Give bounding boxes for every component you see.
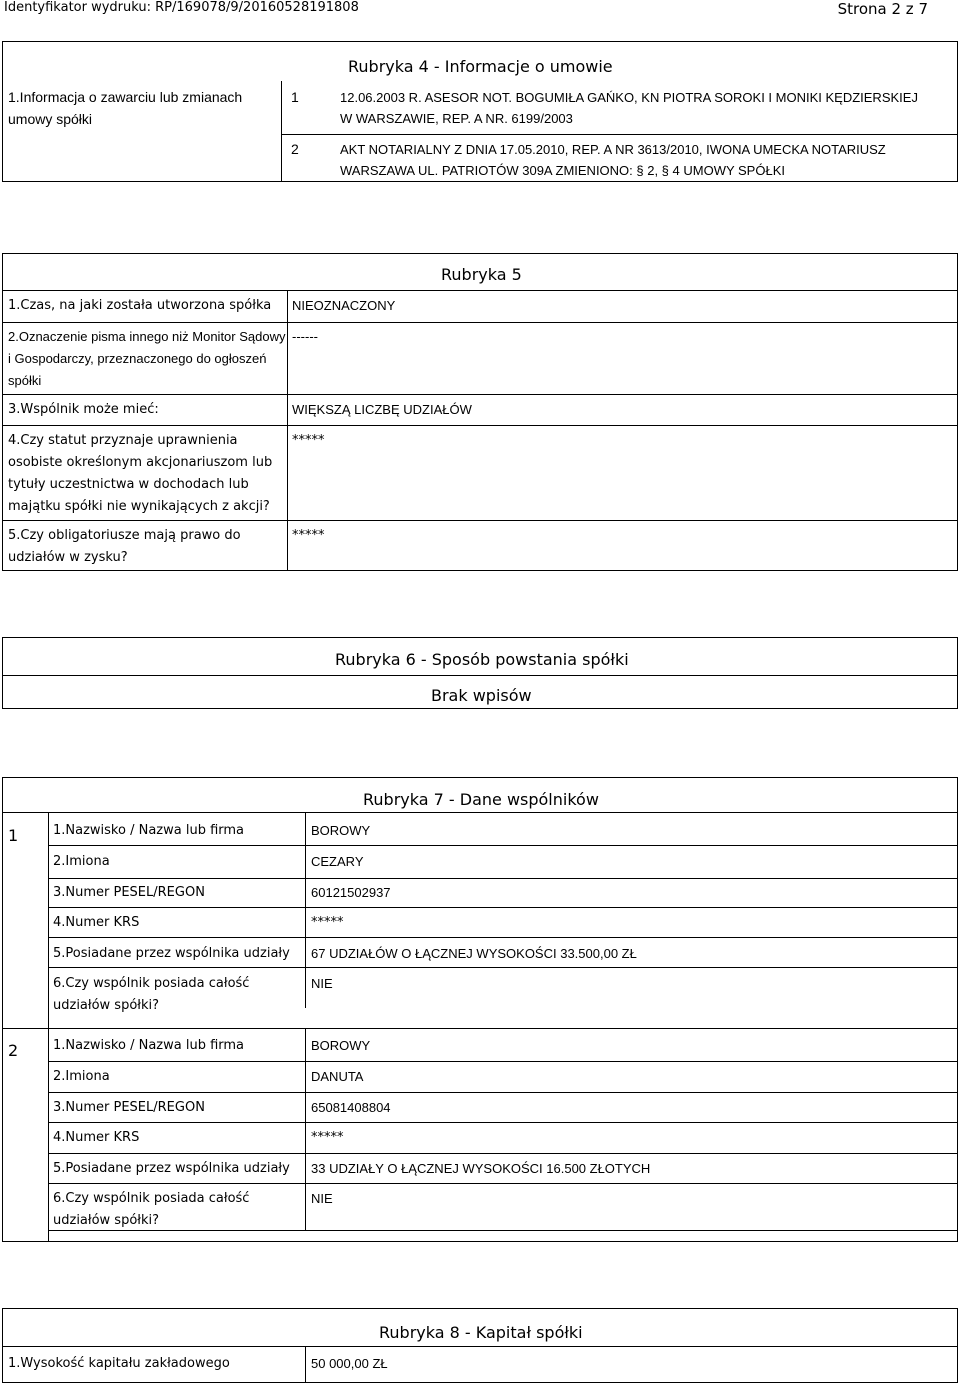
field-label: 5.Czy obligatoriusze mają prawo do udziałów w zysku? xyxy=(8,528,241,565)
field-value: ***** xyxy=(292,433,325,448)
field-label: 2.Oznaczenie pisma innego niż Monitor Sądowy i Gospodarczy, przeznaczonego do ogłoszeń spółki xyxy=(8,329,286,388)
entry-text: AKT NOTARIALNY Z DNIA 17.05.2010, REP. A NR 3613/2010, IWONA UMECKA NOTARIUSZ xyxy=(340,142,886,157)
field-value: ------ xyxy=(292,329,318,344)
field-label: 5.Posiadane przez wspólnika udziały xyxy=(53,946,290,961)
field-label: 3.Numer PESEL/REGON xyxy=(53,885,205,900)
field-value: BOROWY xyxy=(311,1038,371,1053)
rubryka5-title: Rubryka 5 xyxy=(441,265,522,284)
rubryka4-label: 1.Informacja o zawarciu lub zmianach umowy spółki xyxy=(8,89,243,127)
rubryka6-empty: Brak wpisów xyxy=(431,686,532,705)
field-label: 3.Wspólnik może mieć: xyxy=(8,402,159,417)
entry-number: 2 xyxy=(291,141,299,157)
field-label: 2.Imiona xyxy=(53,854,110,869)
field-label: 4.Czy statut przyznaje uprawnienia osobiste określonym akcjonariuszom lub tytuły uczestnictwa w dochodach lub majątku spółki nie wynikających z akcji? xyxy=(8,433,273,514)
field-label: 3.Numer PESEL/REGON xyxy=(53,1100,205,1115)
field-value: NIE xyxy=(311,1191,333,1206)
print-identifier: Identyfikator wydruku: RP/169078/9/20160528191808 xyxy=(4,0,359,15)
rubryka4-title: Rubryka 4 - Informacje o umowie xyxy=(348,57,613,76)
page-number: Strona 2 z 7 xyxy=(837,0,928,18)
field-label: 6.Czy wspólnik posiada całość udziałów spółki? xyxy=(53,1191,250,1228)
field-label: 4.Numer KRS xyxy=(53,1130,140,1145)
field-label: 1.Nazwisko / Nazwa lub firma xyxy=(53,1038,245,1053)
entry-number: 1 xyxy=(291,89,299,105)
field-value: 65081408804 xyxy=(311,1100,391,1115)
field-label: 1.Wysokość kapitału zakładowego xyxy=(8,1356,230,1371)
partner-number: 1 xyxy=(8,826,19,845)
rubryka7-title: Rubryka 7 - Dane wspólników xyxy=(363,790,599,809)
field-label: 5.Posiadane przez wspólnika udziały xyxy=(53,1161,290,1176)
entry-text: W WARSZAWIE, REP. A NR. 6199/2003 xyxy=(340,111,573,126)
field-value: DANUTA xyxy=(311,1069,364,1084)
field-value: NIE xyxy=(311,976,333,991)
field-value: WIĘKSZĄ LICZBĘ UDZIAŁÓW xyxy=(292,402,472,417)
field-label: 6.Czy wspólnik posiada całość udziałów spółki? xyxy=(53,976,250,1013)
field-label: 2.Imiona xyxy=(53,1069,110,1084)
field-value: BOROWY xyxy=(311,823,371,838)
field-label: 4.Numer KRS xyxy=(53,915,140,930)
field-value: NIEOZNACZONY xyxy=(292,298,396,313)
field-value: CEZARY xyxy=(311,854,364,869)
entry-text: WARSZAWA UL. PATRIOTÓW 309A ZMIENIONO: § 2, § 4 UMOWY SPÓŁKI xyxy=(340,163,785,178)
field-label: 1.Czas, na jaki została utworzona spółka xyxy=(8,298,272,313)
field-value: 50 000,00 ZŁ xyxy=(311,1356,388,1371)
field-value: 67 UDZIAŁÓW O ŁĄCZNEJ WYSOKOŚCI 33.500,00 ZŁ xyxy=(311,946,637,961)
rubryka6-title: Rubryka 6 - Sposób powstania spółki xyxy=(335,650,629,669)
field-value: ***** xyxy=(311,1130,344,1145)
partner-number: 2 xyxy=(8,1041,19,1060)
field-value: 60121502937 xyxy=(311,885,391,900)
field-value: ***** xyxy=(311,915,344,930)
field-label: 1.Nazwisko / Nazwa lub firma xyxy=(53,823,245,838)
field-value: 33 UDZIAŁY O ŁĄCZNEJ WYSOKOŚCI 16.500 ZŁOTYCH xyxy=(311,1161,651,1176)
rubryka8-title: Rubryka 8 - Kapitał spółki xyxy=(379,1323,583,1342)
field-value: ***** xyxy=(292,528,325,543)
entry-text: 12.06.2003 R. ASESOR NOT. BOGUMIŁA GAŃKO, KN PIOTRA SOROKI I MONIKI KĘDZIERSKIEJ xyxy=(340,90,918,105)
